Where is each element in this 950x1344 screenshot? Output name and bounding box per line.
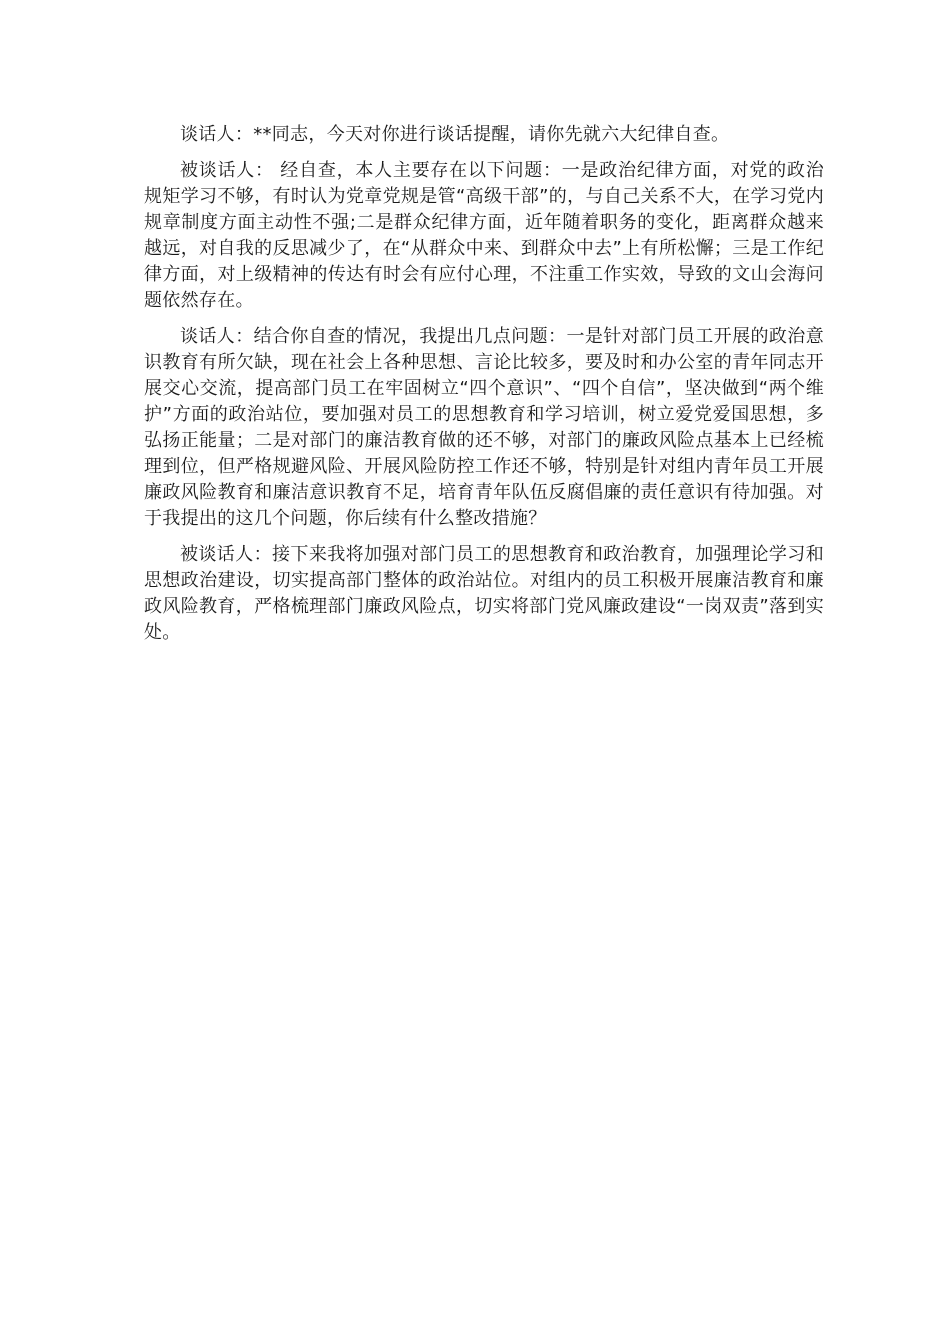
paragraph-talker-issues: 谈话人：结合你自查的情况，我提出几点问题：一是针对部门员工开展的政治意识教育有所欠缺，现在社会上各种思想、言论比较多，要及时和办公室的青年同志开展交心交流，提高部门员工在牢固树立“四个意识”、“四个自信”，坚决做到“两个维护”方面的政治站位，要加强对员工的思想教育和学习培训，树立爱党爱国思想，多弘扬正能量；二是对部门的廉洁教育做的还不够，对部门的廉政风险点基本上已经梳理到位，但严格规避风险、开展风险防控工作还不够，特别是针对组内青年员工开展廉政风险教育和廉洁意识教育不足，培育青年队伍反腐倡廉的责任意识有待加强。对于我提出的这几个问题，你后续有什么整改措施？ bbox=[144, 326, 824, 529]
paragraph-talker-opening: 谈话人：**同志，今天对你进行谈话提醒，请你先就六大纪律自查。 bbox=[180, 124, 730, 145]
paragraph-self-inspection: 被谈话人： 经自查，本人主要存在以下问题：一是政治纪律方面，对党的政治规矩学习不够，有时认为党章党规是管“高级干部”的，与自己关系不大，在学习党内规章制度方面主动性不强;二是群众纪律方面，近年随着职务的变化，距离群众越来越远，对自我的反思减少了，在“从群众中来、到群众中去”上有所松懈；三是工作纪律方面，对上级精神的传达有时会有应付心理，不注重工作实效，导致的文山会海问题依然存在。 bbox=[144, 160, 824, 311]
document-body bbox=[144, 122, 824, 656]
paragraph-rectification-measures: 被谈话人：接下来我将加强对部门员工的思想教育和政治教育，加强理论学习和思想政治建设，切实提高部门整体的政治站位。对组内的员工积极开展廉洁教育和廉政风险教育，严格梳理部门廉政风险点，切实将部门党风廉政建设“一岗双责”落到实处。 bbox=[144, 544, 824, 643]
